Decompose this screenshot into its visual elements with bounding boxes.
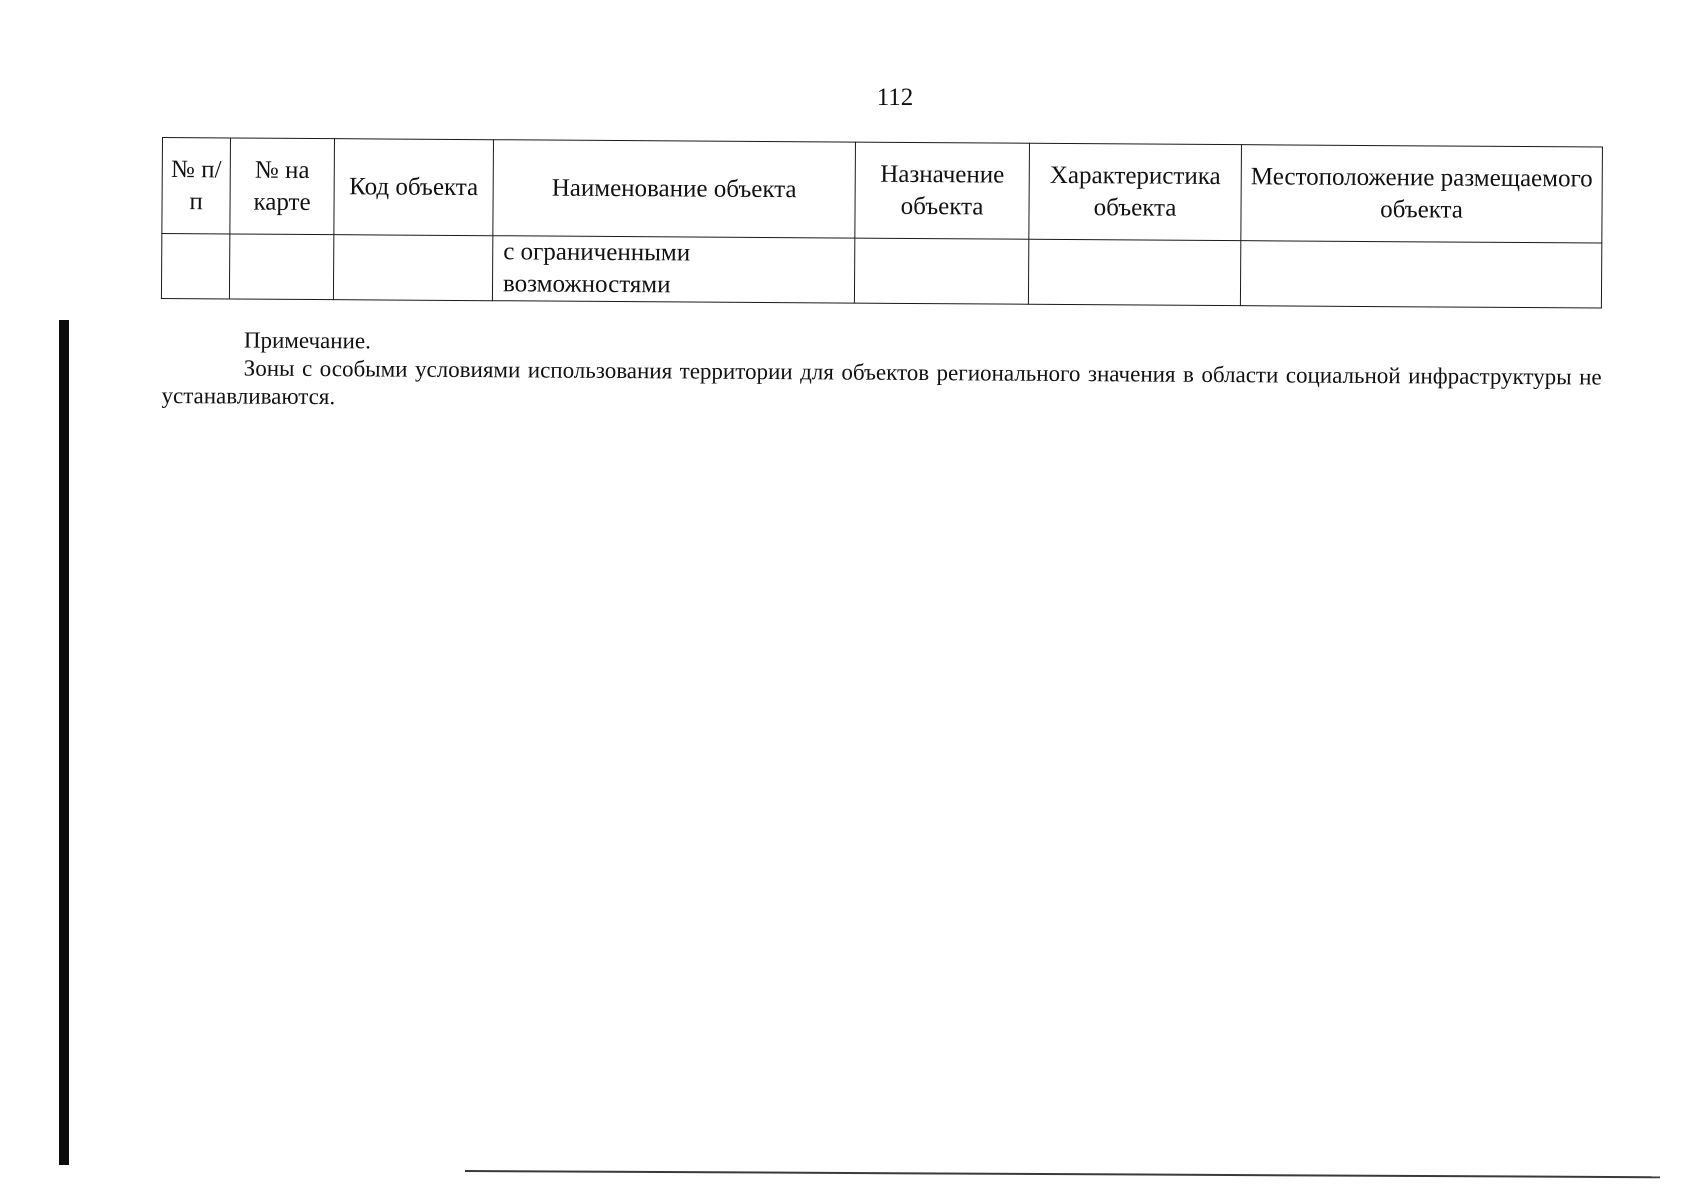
note-text: Зоны с особыми условиями использования территории для объектов регионального значения в области социальной инфраструктуры не устанавливаются. xyxy=(161,355,1602,410)
note-title: Примечание. xyxy=(243,327,371,354)
header-cell-object-characteristic: Характеристика объекта xyxy=(1029,143,1242,240)
header-cell-map-number: № на карте xyxy=(230,138,335,235)
table-cell xyxy=(1240,241,1601,308)
page-number: 112 xyxy=(876,84,914,111)
header-cell-object-location: Местоположение размещаемого объекта xyxy=(1241,145,1603,243)
objects-table xyxy=(161,137,1603,309)
scan-bottom-line xyxy=(465,1170,1660,1178)
table-cell xyxy=(854,238,1028,304)
header-cell-object-name: Наименование объекта xyxy=(493,140,856,238)
header-cell-object-code: Код объекта xyxy=(334,139,494,236)
table-row xyxy=(161,234,1601,309)
table-header-row xyxy=(162,138,1603,244)
table-cell xyxy=(161,234,229,299)
table-cell xyxy=(333,235,492,301)
objects-table-container xyxy=(161,137,1602,309)
note-section xyxy=(161,326,1602,420)
table-cell xyxy=(1028,239,1240,305)
scan-edge-shadow xyxy=(59,320,69,1165)
header-cell-number: № п/п xyxy=(162,138,231,234)
table-cell xyxy=(229,234,333,300)
header-cell-object-purpose: Назначение объекта xyxy=(855,142,1030,239)
table-cell-object-name: с ограниченными возможностями xyxy=(492,236,854,303)
